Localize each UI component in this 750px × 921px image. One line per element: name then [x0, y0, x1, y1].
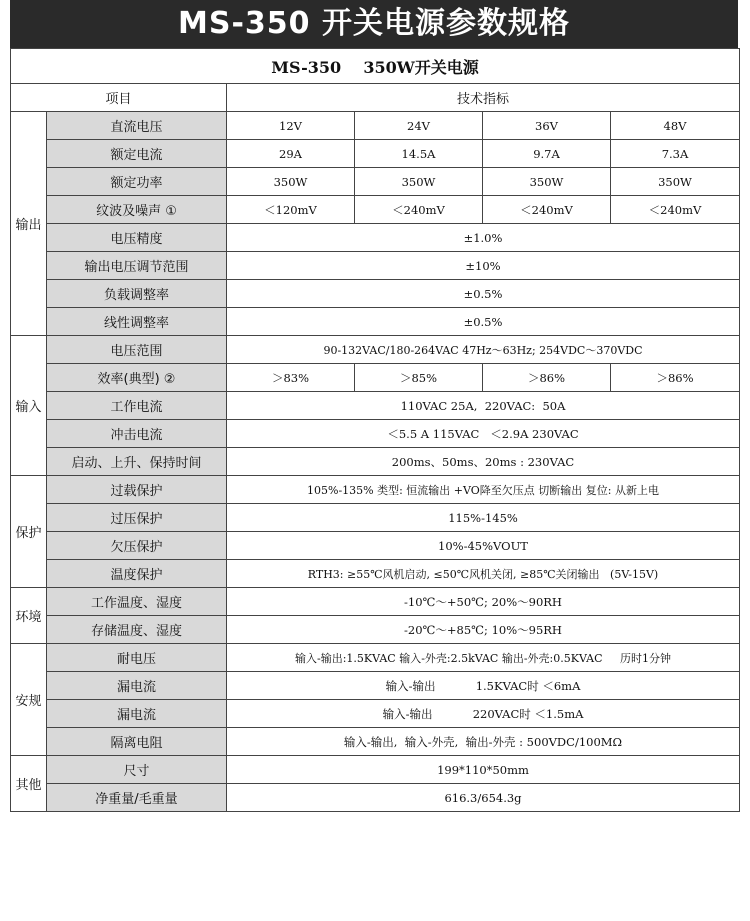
- table-row: [11, 728, 740, 756]
- cell-value: 616.3/654.3g: [227, 784, 740, 812]
- table-row: [11, 308, 740, 336]
- table-row: [11, 140, 740, 168]
- cell-value: ＜5.5 A 115VAC ＜2.9A 230VAC: [227, 420, 740, 448]
- table-row: [11, 224, 740, 252]
- cell-value: ＜120mV: [227, 196, 355, 224]
- cell-value: ＞86%: [483, 364, 611, 392]
- row-label: 漏电流: [47, 700, 227, 728]
- table-row: [11, 616, 740, 644]
- cell-value: 12V: [227, 112, 355, 140]
- cell-value: ＞83%: [227, 364, 355, 392]
- row-label: 直流电压: [47, 112, 227, 140]
- table-row: [11, 700, 740, 728]
- group-protection: 保护: [11, 476, 47, 588]
- row-label: 线性调整率: [47, 308, 227, 336]
- row-label: 欠压保护: [47, 532, 227, 560]
- group-input: 输入: [11, 336, 47, 476]
- cell-value: ＞86%: [611, 364, 740, 392]
- row-label: 冲击电流: [47, 420, 227, 448]
- row-label: 耐电压: [47, 644, 227, 672]
- group-safety: 安规: [11, 644, 47, 756]
- cell-value: 200ms、50ms、20ms : 230VAC: [227, 448, 740, 476]
- cell-value: ±0.5%: [227, 280, 740, 308]
- cell-value: 350W: [611, 168, 740, 196]
- cell-value: 350W: [483, 168, 611, 196]
- cell-value: -20℃～+85℃; 10%～95RH: [227, 616, 740, 644]
- row-label: 电压精度: [47, 224, 227, 252]
- table-row: [11, 784, 740, 812]
- cell-value: ＞85%: [355, 364, 483, 392]
- cell-value: 110VAC 25A, 220VAC: 50A: [227, 392, 740, 420]
- cell-value: -10℃～+50℃; 20%～90RH: [227, 588, 740, 616]
- cell-value: RTH3: ≥55℃风机启动, ≤50℃风机关闭, ≥85℃关闭输出 (5V-15V): [227, 560, 740, 588]
- table-row: [11, 168, 740, 196]
- group-other: 其他: [11, 756, 47, 812]
- cell-value: ±1.0%: [227, 224, 740, 252]
- cell-value: ＜240mV: [355, 196, 483, 224]
- row-label: 启动、上升、保持时间: [47, 448, 227, 476]
- cell-value: 7.3A: [611, 140, 740, 168]
- cell-value: 48V: [611, 112, 740, 140]
- row-label: 漏电流: [47, 672, 227, 700]
- table-row: [11, 504, 740, 532]
- row-label: 电压范围: [47, 336, 227, 364]
- table-row: [11, 280, 740, 308]
- table-row: [11, 336, 740, 364]
- table-row: [11, 392, 740, 420]
- table-row: [11, 476, 740, 504]
- cell-value: 29A: [227, 140, 355, 168]
- header-row: [11, 84, 740, 112]
- row-label: 工作温度、湿度: [47, 588, 227, 616]
- table-row: [11, 364, 740, 392]
- cell-value: ±0.5%: [227, 308, 740, 336]
- table-row: [11, 420, 740, 448]
- row-label: 负载调整率: [47, 280, 227, 308]
- table-row: [11, 196, 740, 224]
- cell-value: 350W: [355, 168, 483, 196]
- cell-value: 输入-输出 220VAC时 ＜1.5mA: [227, 700, 740, 728]
- header-item: 项目: [11, 84, 227, 112]
- row-label: 额定功率: [47, 168, 227, 196]
- cell-value: ±10%: [227, 252, 740, 280]
- row-label: 过压保护: [47, 504, 227, 532]
- row-label: 尺寸: [47, 756, 227, 784]
- cell-value: 36V: [483, 112, 611, 140]
- table-row: [11, 672, 740, 700]
- table-row: [11, 560, 740, 588]
- row-label: 温度保护: [47, 560, 227, 588]
- cell-value: 10%-45%VOUT: [227, 532, 740, 560]
- row-label: 隔离电阻: [47, 728, 227, 756]
- model-row: [11, 49, 740, 84]
- row-label: 存储温度、湿度: [47, 616, 227, 644]
- row-label: 工作电流: [47, 392, 227, 420]
- cell-value: 24V: [355, 112, 483, 140]
- row-label: 过载保护: [47, 476, 227, 504]
- table-row: [11, 532, 740, 560]
- group-environment: 环境: [11, 588, 47, 644]
- cell-value: ＜240mV: [611, 196, 740, 224]
- table-row: [11, 448, 740, 476]
- cell-value: 115%-145%: [227, 504, 740, 532]
- header-spec: 技术指标: [227, 84, 740, 112]
- page-title: MS-350 开关电源参数规格: [10, 0, 738, 48]
- group-output: 输出: [11, 112, 47, 336]
- spec-table: [10, 48, 740, 812]
- cell-value: 输入-输出 1.5KVAC时 ＜6mA: [227, 672, 740, 700]
- cell-value: ＜240mV: [483, 196, 611, 224]
- row-label: 效率(典型) ②: [47, 364, 227, 392]
- cell-value: 14.5A: [355, 140, 483, 168]
- cell-value: 90-132VAC/180-264VAC 47Hz～63Hz; 254VDC～370VDC: [227, 336, 740, 364]
- cell-value: 199*110*50mm: [227, 756, 740, 784]
- table-row: [11, 588, 740, 616]
- row-label: 净重量/毛重量: [47, 784, 227, 812]
- row-label: 额定电流: [47, 140, 227, 168]
- cell-value: 9.7A: [483, 140, 611, 168]
- cell-value: 105%-135% 类型: 恒流输出 +VO降至欠压点 切断输出 复位: 从新上电: [227, 476, 740, 504]
- row-label: 输出电压调节范围: [47, 252, 227, 280]
- table-row: [11, 644, 740, 672]
- table-row: [11, 112, 740, 140]
- row-label: 纹波及噪声 ①: [47, 196, 227, 224]
- cell-value: 350W: [227, 168, 355, 196]
- cell-value: 输入-输出:1.5KVAC 输入-外壳:2.5kVAC 输出-外壳:0.5KVAC 历时1分钟: [227, 644, 740, 672]
- table-row: [11, 252, 740, 280]
- table-row: [11, 756, 740, 784]
- model-line: MS-350 350W开关电源: [11, 49, 740, 84]
- cell-value: 输入-输出, 输入-外壳, 输出-外壳 : 500VDC/100MΩ: [227, 728, 740, 756]
